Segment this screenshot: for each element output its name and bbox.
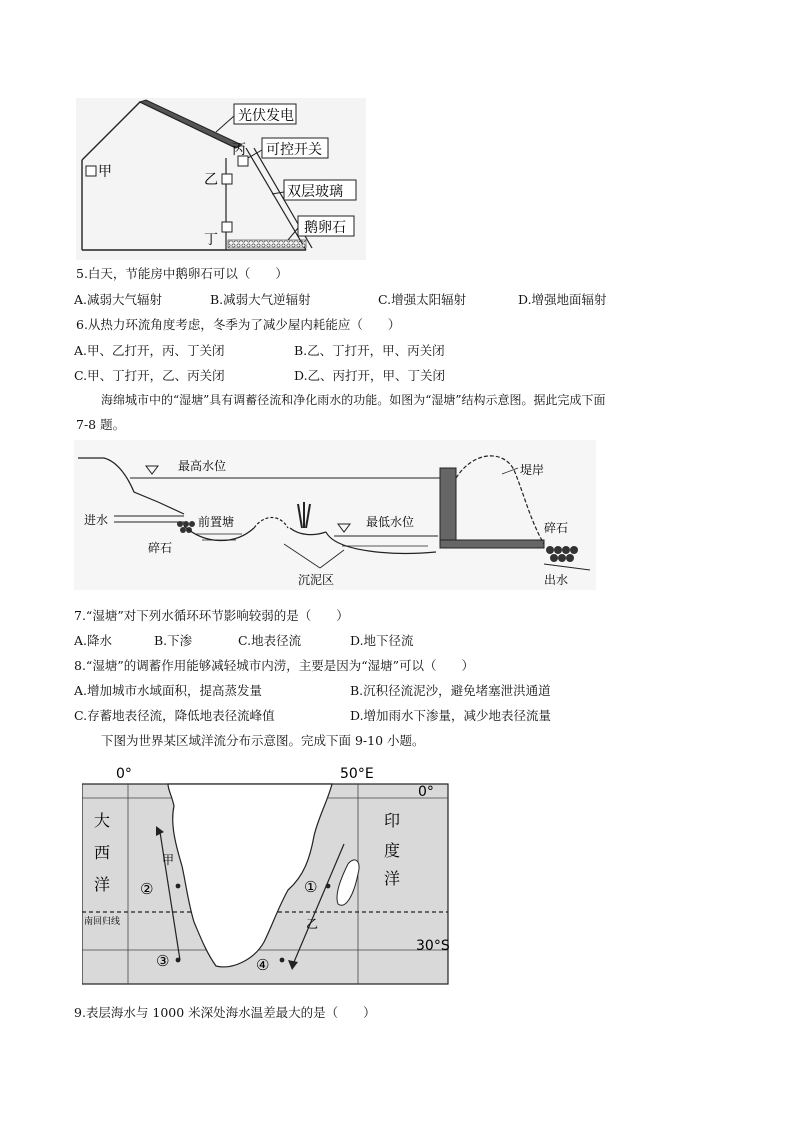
label-outflow: 出水	[544, 573, 569, 587]
label-point-4: ④	[256, 956, 270, 974]
intro-7-8-line1: 海绵城市中的“湿塘”具有调蓄径流和净化雨水的功能。如图为“湿塘”结构示意图。据此完成下面	[101, 393, 606, 407]
label-lat30: 30°S	[416, 938, 450, 954]
q7-stem: 7.“湿塘”对下列水循环环节影响较弱的是（ ）	[74, 608, 349, 623]
label-indian-2: 度	[384, 841, 401, 860]
q8-option-a: A.增加城市水域面积，提高蒸发量	[74, 683, 263, 698]
label-tropic: 南回归线	[84, 917, 121, 927]
vent-jia	[86, 166, 96, 176]
q6-option-c: C.甲、丁打开，乙、丙关闭	[74, 368, 225, 383]
label-bank: 堤岸	[520, 463, 545, 477]
label-lon0: 0°	[116, 766, 132, 782]
q6-option-a: A.甲、乙打开，丙、丁关闭	[74, 343, 225, 358]
q7-option-a: A.降水	[74, 633, 113, 648]
label-glass: 双层玻璃	[287, 184, 343, 200]
label-point-3: ③	[156, 952, 170, 970]
q7-option-c: C.地表径流	[238, 633, 302, 648]
label-lon50: 50°E	[340, 766, 374, 782]
intro-7-8-line2: 7-8 题。	[76, 417, 126, 432]
house-figure	[76, 98, 366, 260]
q5-stem: 5.白天，节能房中鹅卵石可以（ ）	[76, 266, 288, 281]
label-point-1: ①	[304, 878, 318, 896]
vent-ding	[222, 222, 232, 232]
label-yi: 乙	[204, 172, 218, 188]
label-pebble: 鹅卵石	[304, 220, 346, 236]
pond-figure	[74, 440, 596, 590]
q5-option-d: D.增强地面辐射	[518, 292, 607, 307]
label-gravel-left: 碎石	[148, 541, 173, 555]
label-ding: 丁	[204, 232, 218, 248]
label-lat0: 0°	[418, 784, 434, 800]
current-map	[82, 760, 450, 988]
label-inflow: 进水	[84, 513, 109, 527]
label-current-jia: 甲	[162, 853, 175, 867]
label-pv: 光伏发电	[238, 108, 294, 124]
q7-option-d: D.地下径流	[350, 633, 414, 648]
label-atlantic-2: 西	[94, 843, 111, 862]
q5-option-b: B.减弱大气逆辐射	[210, 292, 311, 307]
label-current-yi: 乙	[306, 917, 319, 931]
label-jia: 甲	[98, 164, 112, 180]
label-indian-1: 印	[384, 811, 401, 830]
label-max-level: 最高水位	[178, 459, 227, 473]
label-sediment: 沉泥区	[298, 573, 335, 587]
q8-stem: 8.“湿塘”的调蓄作用能够减轻城市内涝，主要是因为“湿塘”可以（ ）	[74, 658, 474, 673]
intro-9-10: 下图为世界某区域洋流分布示意图。完成下面 9-10 小题。	[101, 733, 425, 748]
label-bing: 丙	[232, 142, 246, 158]
label-atlantic-1: 大	[94, 811, 111, 830]
pond-diagram	[74, 440, 596, 590]
q8-option-d: D.增加雨水下渗量，减少地表径流量	[350, 708, 552, 723]
label-switch: 可控开关	[266, 142, 322, 158]
label-fore-pond: 前置塘	[198, 515, 235, 529]
q6-stem: 6.从热力环流角度考虑，冬季为了减少屋内耗能应（ ）	[76, 317, 401, 332]
q5-option-c: C.增强太阳辐射	[378, 292, 467, 307]
q7-option-b: B.下渗	[154, 633, 193, 648]
q8-option-c: C.存蓄地表径流，降低地表径流峰值	[74, 708, 275, 723]
q9-stem: 9.表层海水与 1000 米深处海水温差最大的是（ ）	[74, 1005, 376, 1020]
q6-option-b: B.乙、丁打开，甲、丙关闭	[294, 343, 445, 358]
q5-option-a: A.减弱大气辐射	[74, 292, 163, 307]
label-gravel-right: 碎石	[544, 521, 569, 535]
label-atlantic-3: 洋	[94, 875, 111, 894]
vent-yi	[222, 174, 232, 184]
q6-option-d: D.乙、丙打开，甲、丁关闭	[294, 368, 446, 383]
house-diagram	[76, 98, 366, 260]
label-indian-3: 洋	[384, 869, 401, 888]
map-figure	[82, 760, 450, 988]
label-point-2: ②	[140, 880, 154, 898]
label-min-level: 最低水位	[366, 515, 415, 529]
q8-option-b: B.沉积径流泥沙，避免堵塞泄洪通道	[350, 683, 551, 698]
